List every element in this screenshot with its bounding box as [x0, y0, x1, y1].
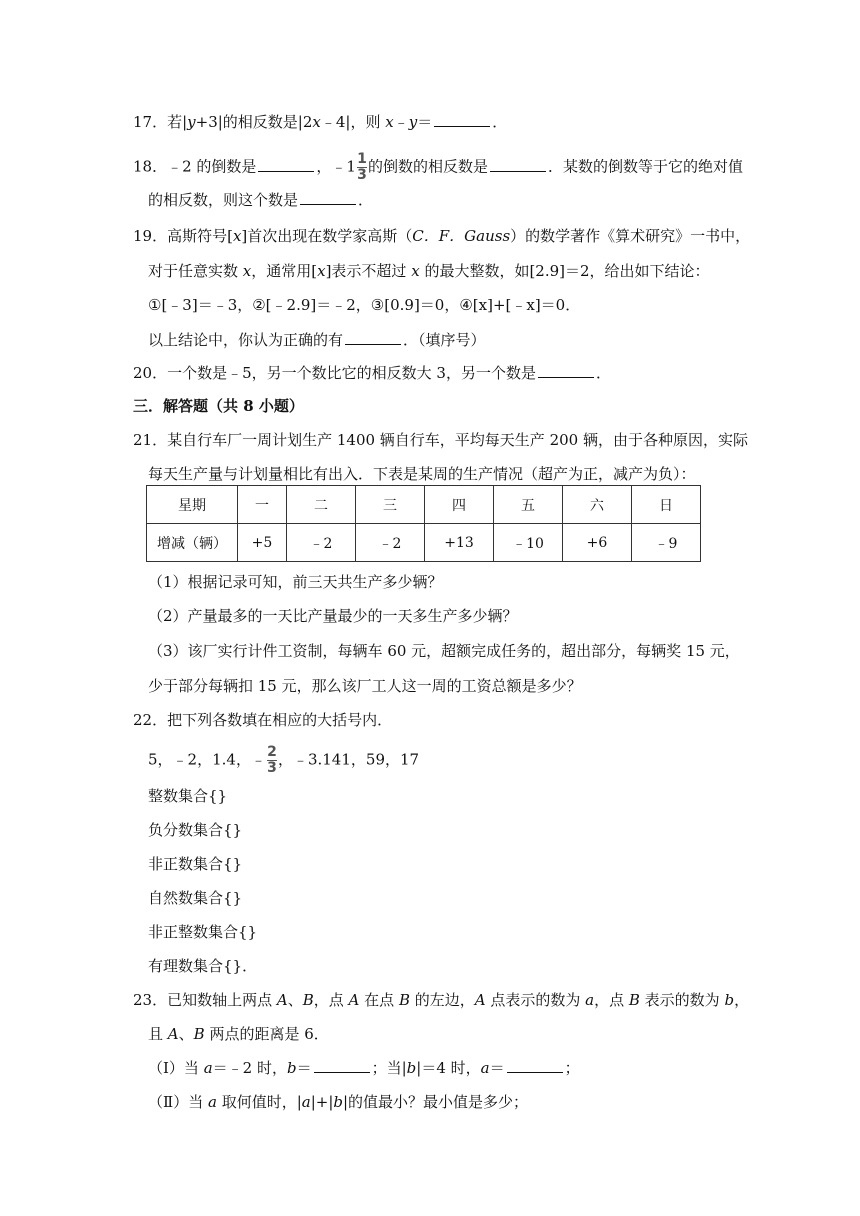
question-21-line2: 每天生产量与计划量相比有出入．下表是某周的生产情况（超产为正，减产为负）：: [148, 465, 696, 483]
set-natural: 自然数集合{}: [148, 889, 243, 907]
set-integers: 整数集合{}: [148, 787, 228, 805]
answer-blank[interactable]: [434, 112, 490, 127]
table-cell: 日: [632, 486, 701, 524]
table-row: [147, 486, 701, 524]
set-non-positive: 非正数集合{}: [148, 855, 243, 873]
table-cell: 三: [356, 486, 425, 524]
question-18: 18．﹣2 的倒数是 ，﹣1 $\frac{1}{3}$ 的倒数的相反数是 ．某数的倒数等于它的绝对值: [133, 151, 743, 183]
table-cell: +6: [563, 524, 632, 562]
set-rational: 有理数集合{}．: [148, 957, 258, 975]
question-22-numbers: 5，﹣2，1.4，﹣ $\frac{2}{3}$ ，﹣3.141，59，17: [148, 744, 420, 776]
question-21-part2: （2）产量最多的一天比产量最少的一天多生产多少辆？: [148, 607, 518, 625]
question-23-line2: 且 A、B 两点的距离是 6．: [148, 1025, 329, 1043]
question-23-part2: （Ⅱ）当 a 取何值时，|a|+|b|的值最小？最小值是多少；: [148, 1093, 529, 1111]
fraction-two-thirds: $\frac{2}{3}$: [267, 744, 277, 776]
answer-blank[interactable]: [345, 330, 401, 345]
set-non-positive-integers: 非正整数集合{}: [148, 923, 258, 941]
question-21-part1: （1）根据记录可知，前三天共生产多少辆？: [148, 573, 443, 591]
question-19-line2: 对于任意实数 x，通常用[x]表示不超过 x 的最大整数，如[2.9]＝2，给出如下结论：: [148, 262, 710, 280]
answer-blank[interactable]: [300, 190, 356, 205]
section-heading: 三．解答题（共 8 小题）: [133, 397, 304, 415]
question-18-line2: 的相反数，则这个数是 ．: [148, 191, 374, 209]
question-17: 17．若|y+3|的相反数是|2x﹣4|，则 x﹣y＝ ．: [133, 113, 508, 131]
table-cell: ﹣9: [632, 524, 701, 562]
question-19-line4: 以上结论中，你认为正确的有 ．（填序号）: [148, 331, 486, 349]
question-23: 23．已知数轴上两点 A、B，点 A 在点 B 的左边，A 点表示的数为 a，点 B 表示的数为 b，: [133, 991, 750, 1009]
production-table: [146, 485, 701, 562]
answer-blank[interactable]: [314, 1058, 370, 1073]
question-number: 17．: [133, 113, 168, 131]
table-cell: 星期: [147, 486, 238, 524]
question-21-part3-line2: 少于部分每辆扣 15 元，那么该厂工人这一周的工资总额是多少？: [148, 677, 582, 695]
answer-blank[interactable]: [507, 1058, 563, 1073]
table-cell: ﹣2: [356, 524, 425, 562]
question-21: 21．某自行车厂一周计划生产 1400 辆自行车，平均每天生产 200 辆，由于各种原因，实际: [133, 431, 748, 449]
table-cell: 六: [563, 486, 632, 524]
table-cell: 一: [238, 486, 287, 524]
question-21-part3: （3）该厂实行计件工资制，每辆车 60 元，超额完成任务的，超出部分，每辆奖 15 元，: [148, 642, 740, 660]
question-23-part1: （Ⅰ）当 a＝﹣2 时，b＝ ；当|b|＝4 时，a＝ ；: [148, 1059, 580, 1077]
set-negative-fractions: 负分数集合{}: [148, 821, 243, 839]
question-22: 22．把下列各数填在相应的大括号内．: [133, 711, 393, 729]
table-cell: ﹣10: [494, 524, 563, 562]
answer-blank[interactable]: [258, 157, 314, 172]
table-cell: +5: [238, 524, 287, 562]
question-19: 19．高斯符号[x]首次出现在数学家高斯（C．F．Gauss）的数学著作《算术研究》一书中，: [133, 227, 751, 245]
table-cell: +13: [425, 524, 494, 562]
answer-blank[interactable]: [538, 363, 594, 378]
table-row: [147, 524, 701, 562]
answer-blank[interactable]: [490, 157, 546, 172]
table-cell: 增减（辆）: [147, 524, 238, 562]
fraction-one-third: $\frac{1}{3}$: [357, 151, 367, 183]
table-cell: 五: [494, 486, 563, 524]
table-cell: ﹣2: [287, 524, 356, 562]
question-20: 20．一个数是﹣5，另一个数比它的相反数大 3，另一个数是 ．: [133, 364, 611, 382]
table-cell: 二: [287, 486, 356, 524]
table-cell: 四: [425, 486, 494, 524]
question-19-conclusions: ①[﹣3]＝﹣3，②[﹣2.9]＝﹣2，③[0.9]＝0，④[x]+[﹣x]＝0．: [148, 296, 581, 314]
